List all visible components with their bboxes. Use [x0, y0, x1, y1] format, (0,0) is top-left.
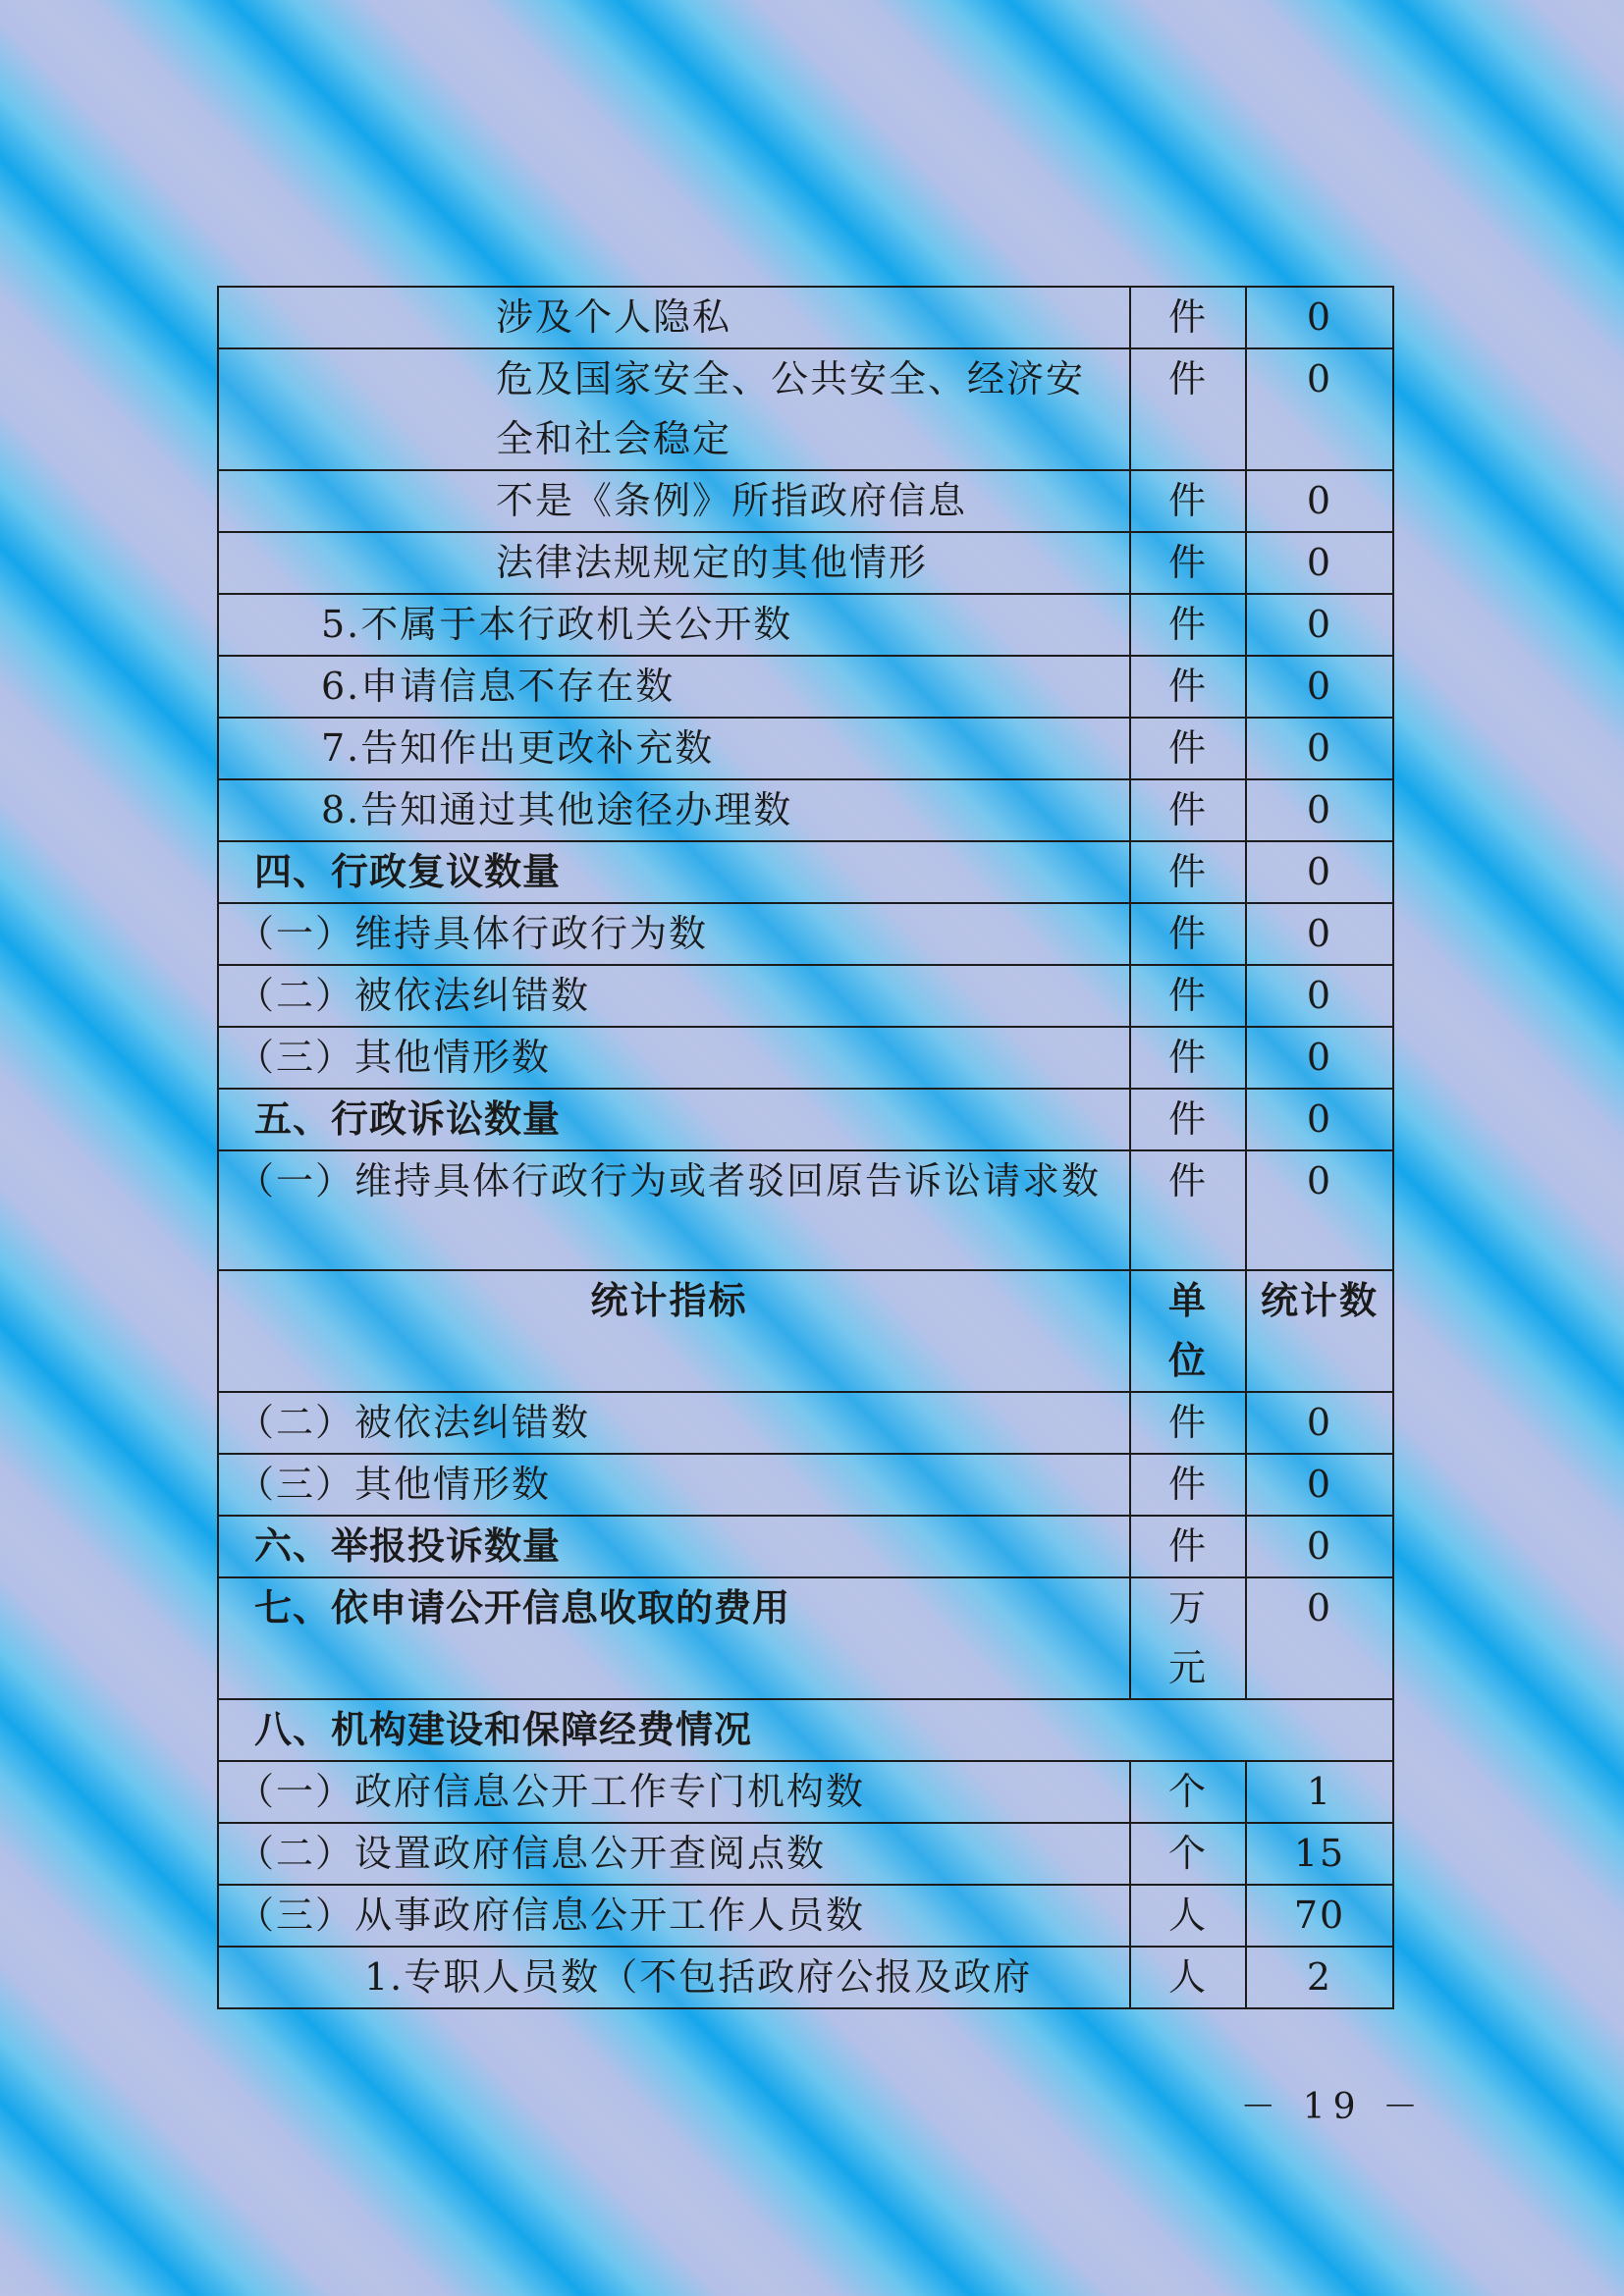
row-label: （一）维持具体行政行为或者驳回原告诉讼请求数 — [218, 1150, 1130, 1270]
row-unit: 件 — [1130, 594, 1246, 656]
row-value: 0 — [1246, 1027, 1393, 1089]
row-unit: 件 — [1130, 1454, 1246, 1516]
table-row — [218, 1947, 1393, 2008]
row-unit: 件 — [1130, 903, 1246, 965]
section-heading: 四、行政复议数量 — [218, 841, 1130, 903]
row-unit: 件 — [1130, 779, 1246, 841]
row-label: （三）其他情形数 — [218, 1454, 1130, 1516]
row-value: 0 — [1246, 532, 1393, 594]
page-number: － 19 － — [1240, 2087, 1426, 2127]
row-value: 2 — [1246, 1947, 1393, 2008]
row-value: 70 — [1246, 1885, 1393, 1947]
row-unit: 件 — [1130, 718, 1246, 779]
table-row — [218, 1761, 1393, 1823]
section-heading: 七、依申请公开信息收取的费用 — [218, 1577, 1130, 1699]
table-row — [218, 1150, 1393, 1270]
row-label: （三）其他情形数 — [218, 1027, 1130, 1089]
table-row — [218, 532, 1393, 594]
row-value: 0 — [1246, 1392, 1393, 1454]
statistics-table — [217, 286, 1394, 2009]
row-value: 0 — [1246, 656, 1393, 718]
row-unit: 个 — [1130, 1823, 1246, 1885]
table-row — [218, 1885, 1393, 1947]
row-label: 危及国家安全、公共安全、经济安全和社会稳定 — [218, 348, 1130, 470]
table-row — [218, 470, 1393, 532]
row-label: 不是《条例》所指政府信息 — [218, 470, 1130, 532]
row-value: 0 — [1246, 470, 1393, 532]
row-unit: 件 — [1130, 965, 1246, 1027]
row-label: （二）设置政府信息公开查阅点数 — [218, 1823, 1130, 1885]
row-value: 0 — [1246, 965, 1393, 1027]
table-row — [218, 1577, 1393, 1699]
row-unit: 件 — [1130, 287, 1246, 348]
row-unit: 件 — [1130, 1516, 1246, 1577]
section-heading: 八、机构建设和保障经费情况 — [218, 1699, 1393, 1761]
row-unit: 件 — [1130, 1089, 1246, 1150]
row-value: 0 — [1246, 1150, 1393, 1270]
row-unit: 件 — [1130, 348, 1246, 470]
table-row — [218, 841, 1393, 903]
row-value: 0 — [1246, 718, 1393, 779]
table-row — [218, 1392, 1393, 1454]
row-label: 7.告知作出更改补充数 — [218, 718, 1130, 779]
row-label: 8.告知通过其他途径办理数 — [218, 779, 1130, 841]
section-heading: 五、行政诉讼数量 — [218, 1089, 1130, 1150]
row-unit: 件 — [1130, 470, 1246, 532]
row-unit: 件 — [1130, 656, 1246, 718]
row-value: 15 — [1246, 1823, 1393, 1885]
row-label: （一）维持具体行政行为数 — [218, 903, 1130, 965]
row-label: （二）被依法纠错数 — [218, 965, 1130, 1027]
table-row — [218, 656, 1393, 718]
row-label: 涉及个人隐私 — [218, 287, 1130, 348]
row-value: 0 — [1246, 903, 1393, 965]
column-header-indicator: 统计指标 — [218, 1270, 1130, 1392]
table-row — [218, 1516, 1393, 1577]
row-value: 0 — [1246, 1577, 1393, 1699]
row-unit: 人 — [1130, 1885, 1246, 1947]
row-label: 5.不属于本行政机关公开数 — [218, 594, 1130, 656]
table-row — [218, 1089, 1393, 1150]
row-unit: 个 — [1130, 1761, 1246, 1823]
row-value: 0 — [1246, 1089, 1393, 1150]
table-row — [218, 903, 1393, 965]
row-value: 0 — [1246, 287, 1393, 348]
row-unit: 件 — [1130, 841, 1246, 903]
row-value: 0 — [1246, 1454, 1393, 1516]
column-header-unit: 单位 — [1130, 1270, 1246, 1392]
row-label: （一）政府信息公开工作专门机构数 — [218, 1761, 1130, 1823]
table-header-row — [218, 1270, 1393, 1392]
table-row — [218, 1454, 1393, 1516]
row-unit: 人 — [1130, 1947, 1246, 2008]
table-row — [218, 594, 1393, 656]
row-unit: 件 — [1130, 532, 1246, 594]
row-unit: 件 — [1130, 1027, 1246, 1089]
row-label: （二）被依法纠错数 — [218, 1392, 1130, 1454]
row-value: 0 — [1246, 841, 1393, 903]
section-heading: 六、举报投诉数量 — [218, 1516, 1130, 1577]
table-row — [218, 1027, 1393, 1089]
row-label: 1.专职人员数（不包括政府公报及政府 — [218, 1947, 1130, 2008]
column-header-count: 统计数 — [1246, 1270, 1393, 1392]
row-label: 6.申请信息不存在数 — [218, 656, 1130, 718]
table-row — [218, 965, 1393, 1027]
table-row — [218, 287, 1393, 348]
row-label: （三）从事政府信息公开工作人员数 — [218, 1885, 1130, 1947]
row-unit: 件 — [1130, 1392, 1246, 1454]
row-value: 1 — [1246, 1761, 1393, 1823]
table-row — [218, 718, 1393, 779]
table-row — [218, 779, 1393, 841]
row-value: 0 — [1246, 594, 1393, 656]
row-unit: 件 — [1130, 1150, 1246, 1270]
row-value: 0 — [1246, 779, 1393, 841]
row-unit: 万元 — [1130, 1577, 1246, 1699]
row-value: 0 — [1246, 348, 1393, 470]
row-value: 0 — [1246, 1516, 1393, 1577]
table-row — [218, 1699, 1393, 1761]
table-row — [218, 348, 1393, 470]
table-row — [218, 1823, 1393, 1885]
row-label: 法律法规规定的其他情形 — [218, 532, 1130, 594]
